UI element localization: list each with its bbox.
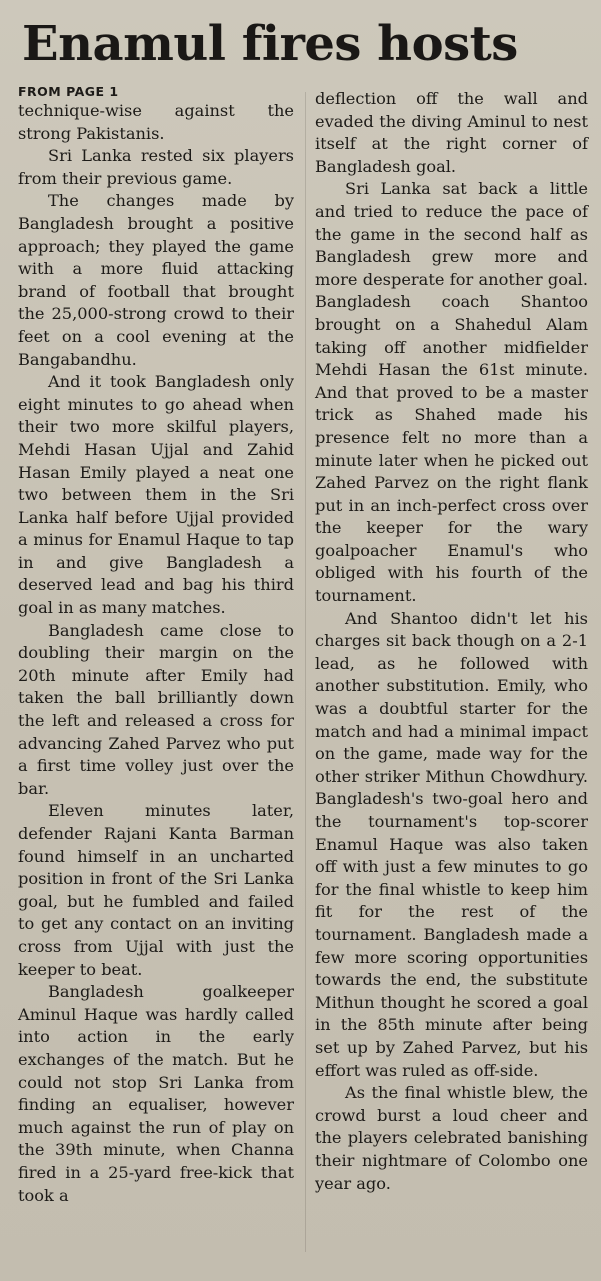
headline: Enamul fires hosts [22,16,518,72]
article-column-1 [18,84,294,1207]
paragraph: Bangladesh came close to doubling their margin on the 20th minute after Emily had taken the ball brilliantly down the left and released a cross for advancing Zahed Parvez who put a first time volley just over the bar. [18,620,294,798]
paragraph: Sri Lanka rested six players from their previous game. [18,146,294,188]
paragraph: And it took Bangladesh only eight minutes to go ahead when their two more skilful players, Mehdi Hasan Ujjal and Zahid Hasan Emily played a neat one two between them in the Sri Lanka half before Ujjal provided a minus for Enamul Haque to tap in and give Bangladesh a deserved lead and bag his third goal in as many matches. [18,372,294,618]
paragraph: The changes made by Bangladesh brought a positive approach; they played the game with a more fluid attacking brand of football that brought the 25,000-strong crowd to their feet on a cool evening at the Bangabandhu. [18,191,294,369]
paragraph: deflection off the wall and evaded the diving Aminul to nest itself at the right corner of Bangladesh goal. [315,89,588,176]
column-divider [305,92,306,1252]
paragraph: As the final whistle blew, the crowd burst a loud cheer and the players celebrated banishing their nightmare of Colombo one year ago. [315,1083,588,1193]
article-column-2 [315,88,588,1195]
paragraph: Sri Lanka sat back a little and tried to reduce the pace of the game in the second half as Bangladesh grew more and more desperate for another goal. Bangladesh coach Shantoo brought on a Shahedul Alam taking off another midfielder Mehdi Hasan the 61st minute. And that proved to be a master trick as Shahed made his presence felt no more than a minute later when he picked out Zahed Parvez on the right flank put in an inch-perfect cross over the keeper for the wary goalpoacher Enamul's who obliged with his fourth of the tournament. [315,179,588,606]
paragraph: technique-wise against the strong Pakistanis. [18,101,294,143]
paragraph: Eleven minutes later, defender Rajani Kanta Barman found himself in an uncharted position in front of the Sri Lanka goal, but he fumbled and failed to get any contact on an inviting cross from Ujjal with just the keeper to beat. [18,801,294,979]
paragraph: Bangladesh goalkeeper Aminul Haque was hardly called into action in the early exchanges of the match. But he could not stop Sri Lanka from finding an equaliser, however much against the run of play on the 39th minute, when Channa fired in a 25-yard free-kick that took a [18,982,294,1205]
continuation-kicker: FROM PAGE 1 [18,84,119,99]
paragraph: And Shantoo didn't let his charges sit back though on a 2-1 lead, as he followed with another substitution. Emily, who was a doubtful starter for the match and had a minimal impact on the game, made way for the other striker Mithun Chowdhury. Bangladesh's two-goal hero and the tournament's top-scorer Enamul Haque was also taken off with just a few minutes to go for the final whistle to keep him fit for the rest of the tournament. Bangladesh made a few more scoring opportunities towards the end, the substitute Mithun thought he scored a goal in the 85th minute after being set up by Zahed Parvez, but his effort was ruled as off-side. [315,608,588,1080]
